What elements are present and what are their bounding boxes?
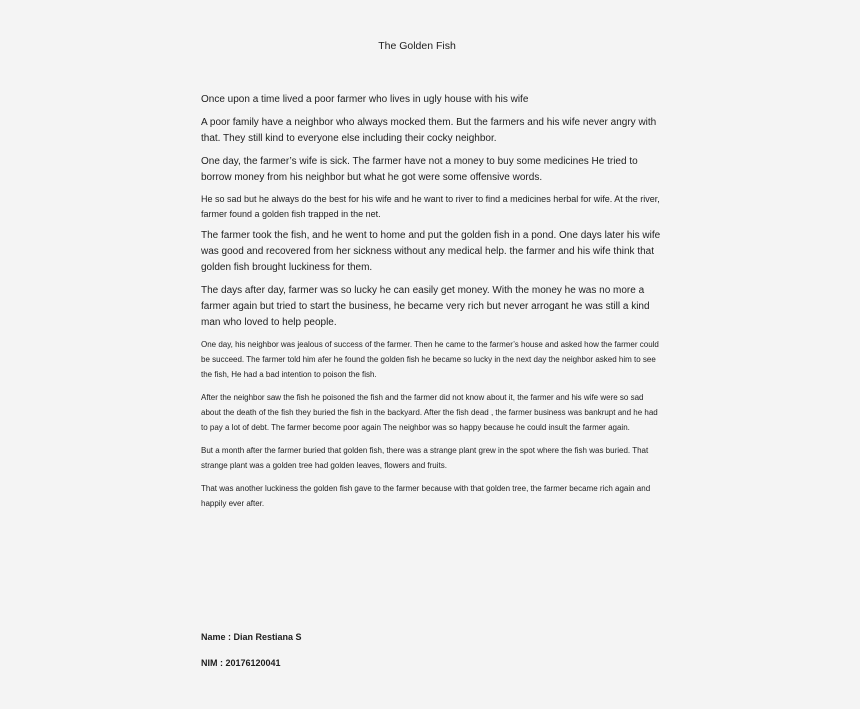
story-paragraph: After the neighbor saw the fish he poisoned the fish and the farmer did not know about it, the farmer and his wife were so sad about the death of the fish they buried the fish in the backyard. After the fish dead , the farmer business was bankrupt and he had to pay a lot of debt. The farmer become poor again The neighbor was so happy because he could insult the farmer again. xyxy=(201,393,658,432)
author-name: Name : Dian Restiana S xyxy=(201,632,302,642)
author-nim: NIM : 20176120041 xyxy=(201,658,281,668)
story-paragraph: But a month after the farmer buried that golden fish, there was a strange plant grew in the spot where the fish was buried. That strange plant was a golden tree had golden leaves, flowers and fruits. xyxy=(201,446,649,470)
story-paragraph: The farmer took the fish, and he went to home and put the golden fish in a pond. One days later his wife was good and recovered from her sickness without any medical help. the farmer and his wife think that golden fish brought luckiness for them. xyxy=(201,230,661,273)
story-body xyxy=(201,92,663,511)
story-paragraph: One day, his neighbor was jealous of success of the farmer. Then he came to the farmer’s house and asked how the farmer could be succeed. The farmer told him afer he found the golden fish he became so lucky in the next day the neighbor asked him to see the fish, He had a bad intention to poison the fish. xyxy=(201,340,659,379)
story-paragraph: The days after day, farmer was so lucky he can easily get money. With the money he was no more a farmer again but tried to start the business, he became very rich but never arrogant he was still a kind man who loved to help people. xyxy=(201,285,650,328)
story-paragraph: Once upon a time lived a poor farmer who lives in ugly house with his wife xyxy=(201,94,529,105)
story-paragraph: A poor family have a neighbor who always mocked them. But the farmers and his wife never angry with that. They still kind to everyone else including their cocky neighbor. xyxy=(201,117,657,144)
story-paragraph: That was another luckiness the golden fish gave to the farmer because with that golden tree, the farmer became rich again and happily ever after. xyxy=(201,484,651,508)
story-paragraph: He so sad but he always do the best for his wife and he want to river to find a medicines herbal for wife. At the river, farmer found a golden fish trapped in the net. xyxy=(201,194,660,219)
document-title: The Golden Fish xyxy=(378,40,456,52)
story-paragraph: One day, the farmer’s wife is sick. The farmer have not a money to buy some medicines He tried to borrow money from his neighbor but what he got were some offensive words. xyxy=(201,156,638,183)
